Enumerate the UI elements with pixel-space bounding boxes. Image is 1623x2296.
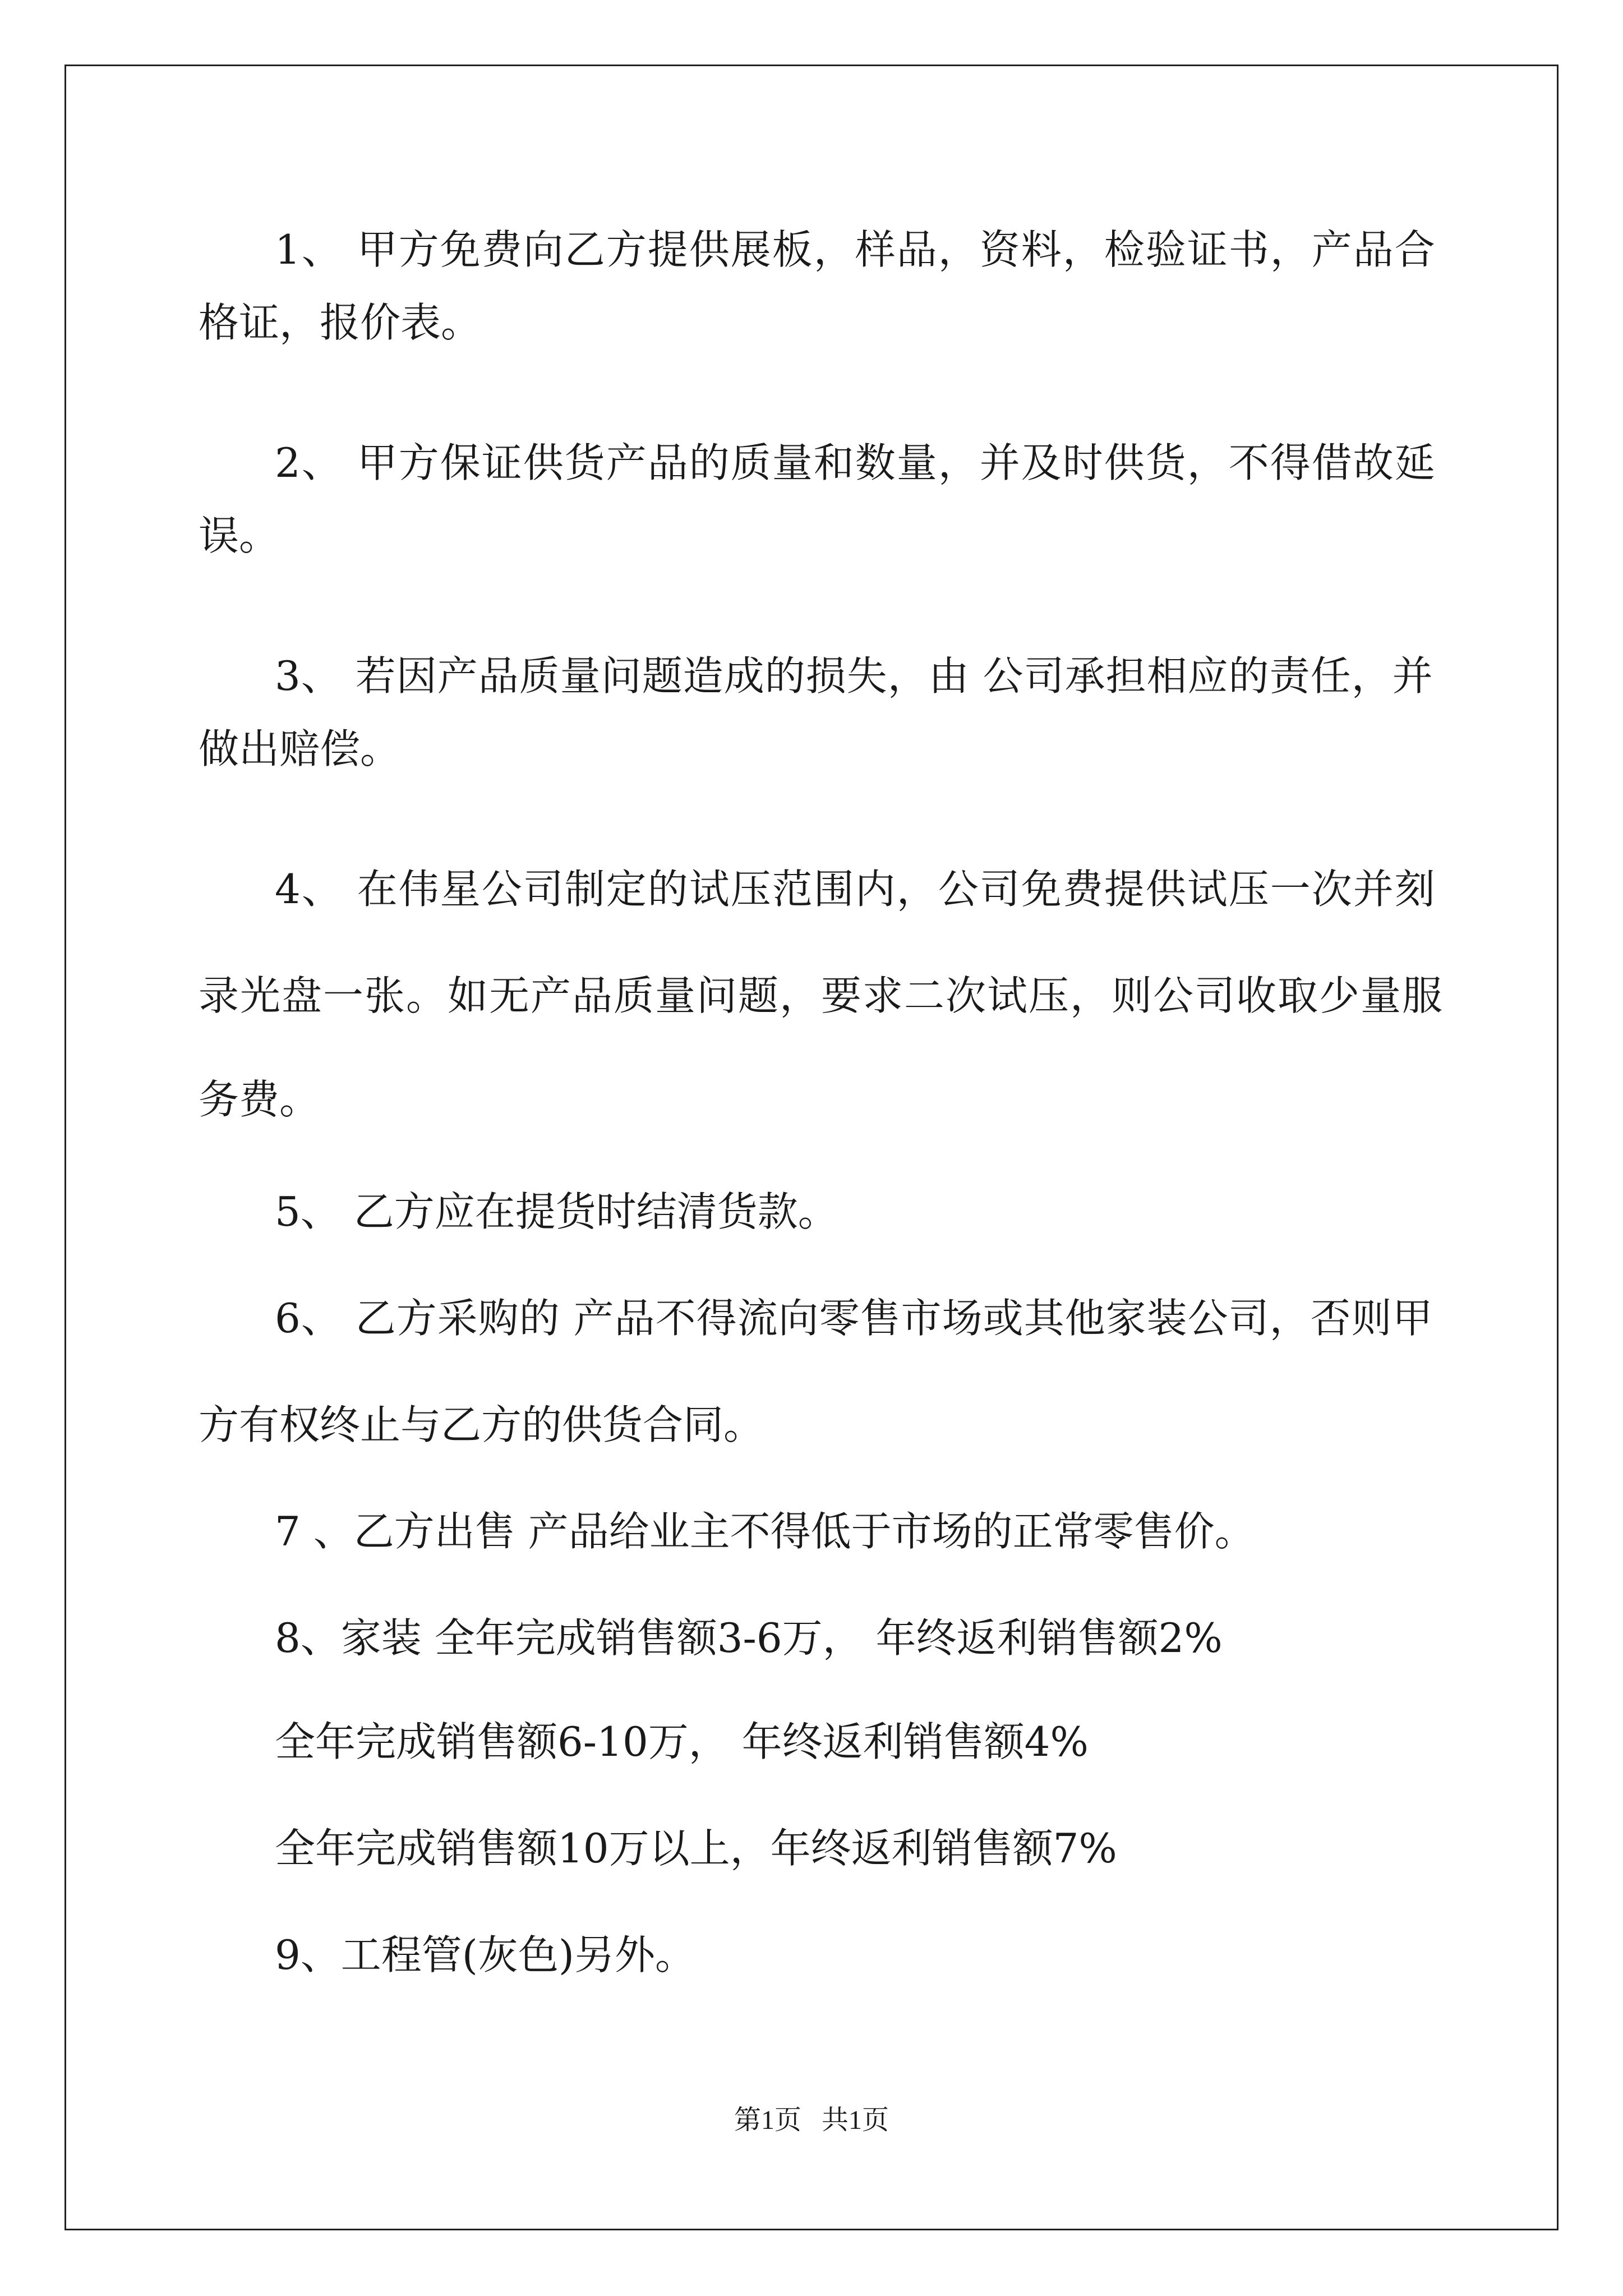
clause-3-line-2: 做出赔偿。 xyxy=(199,725,401,772)
clause-5-line-1: 5、 乙方应在提货时结清货款。 xyxy=(275,1188,838,1235)
clause-1-line-2: 格证，报价表。 xyxy=(199,299,482,346)
clause-7-line-1: 7 、乙方出售 产品给业主不得低于市场的正常零售价。 xyxy=(275,1508,1255,1555)
clause-2-line-1: 2、 甲方保证供货产品的质量和数量，并及时供货，不得借故延 xyxy=(275,439,1436,486)
clause-6-line-2: 方有权终止与乙方的供货合同。 xyxy=(199,1401,764,1448)
clause-1-line-1: 1、 甲方免费向乙方提供展板，样品，资料，检验证书，产品合 xyxy=(275,226,1436,273)
clause-4-line-3: 务费。 xyxy=(199,1076,320,1123)
clause-6-line-1: 6、 乙方采购的 产品不得流向零售市场或其他家装公司，否则甲 xyxy=(275,1295,1433,1342)
clause-9-line-1: 9、工程管(灰色)另外。 xyxy=(275,1931,695,1978)
page-border xyxy=(64,65,1559,2230)
clause-8-line-1: 8、家装 全年完成销售额3-6万， 年终返利销售额2% xyxy=(275,1614,1223,1662)
clause-8-line-3: 全年完成销售额10万以上，年终返利销售额7% xyxy=(275,1825,1117,1872)
clause-4-line-1: 4、 在伟星公司制定的试压范围内，公司免费提供试压一次并刻 xyxy=(275,866,1436,913)
clause-2-line-2: 误。 xyxy=(199,512,280,559)
clause-8-line-2: 全年完成销售额6-10万， 年终返利销售额4% xyxy=(275,1718,1089,1765)
clause-3-line-1: 3、 若因产品质量问题造成的损失，由 公司承担相应的责任，并 xyxy=(275,652,1433,700)
page-number-footer: 第1页 共1页 xyxy=(734,2105,889,2135)
clause-4-line-2: 录光盘一张。如无产品质量问题，要求二次试压，则公司收取少量服 xyxy=(199,972,1444,1019)
